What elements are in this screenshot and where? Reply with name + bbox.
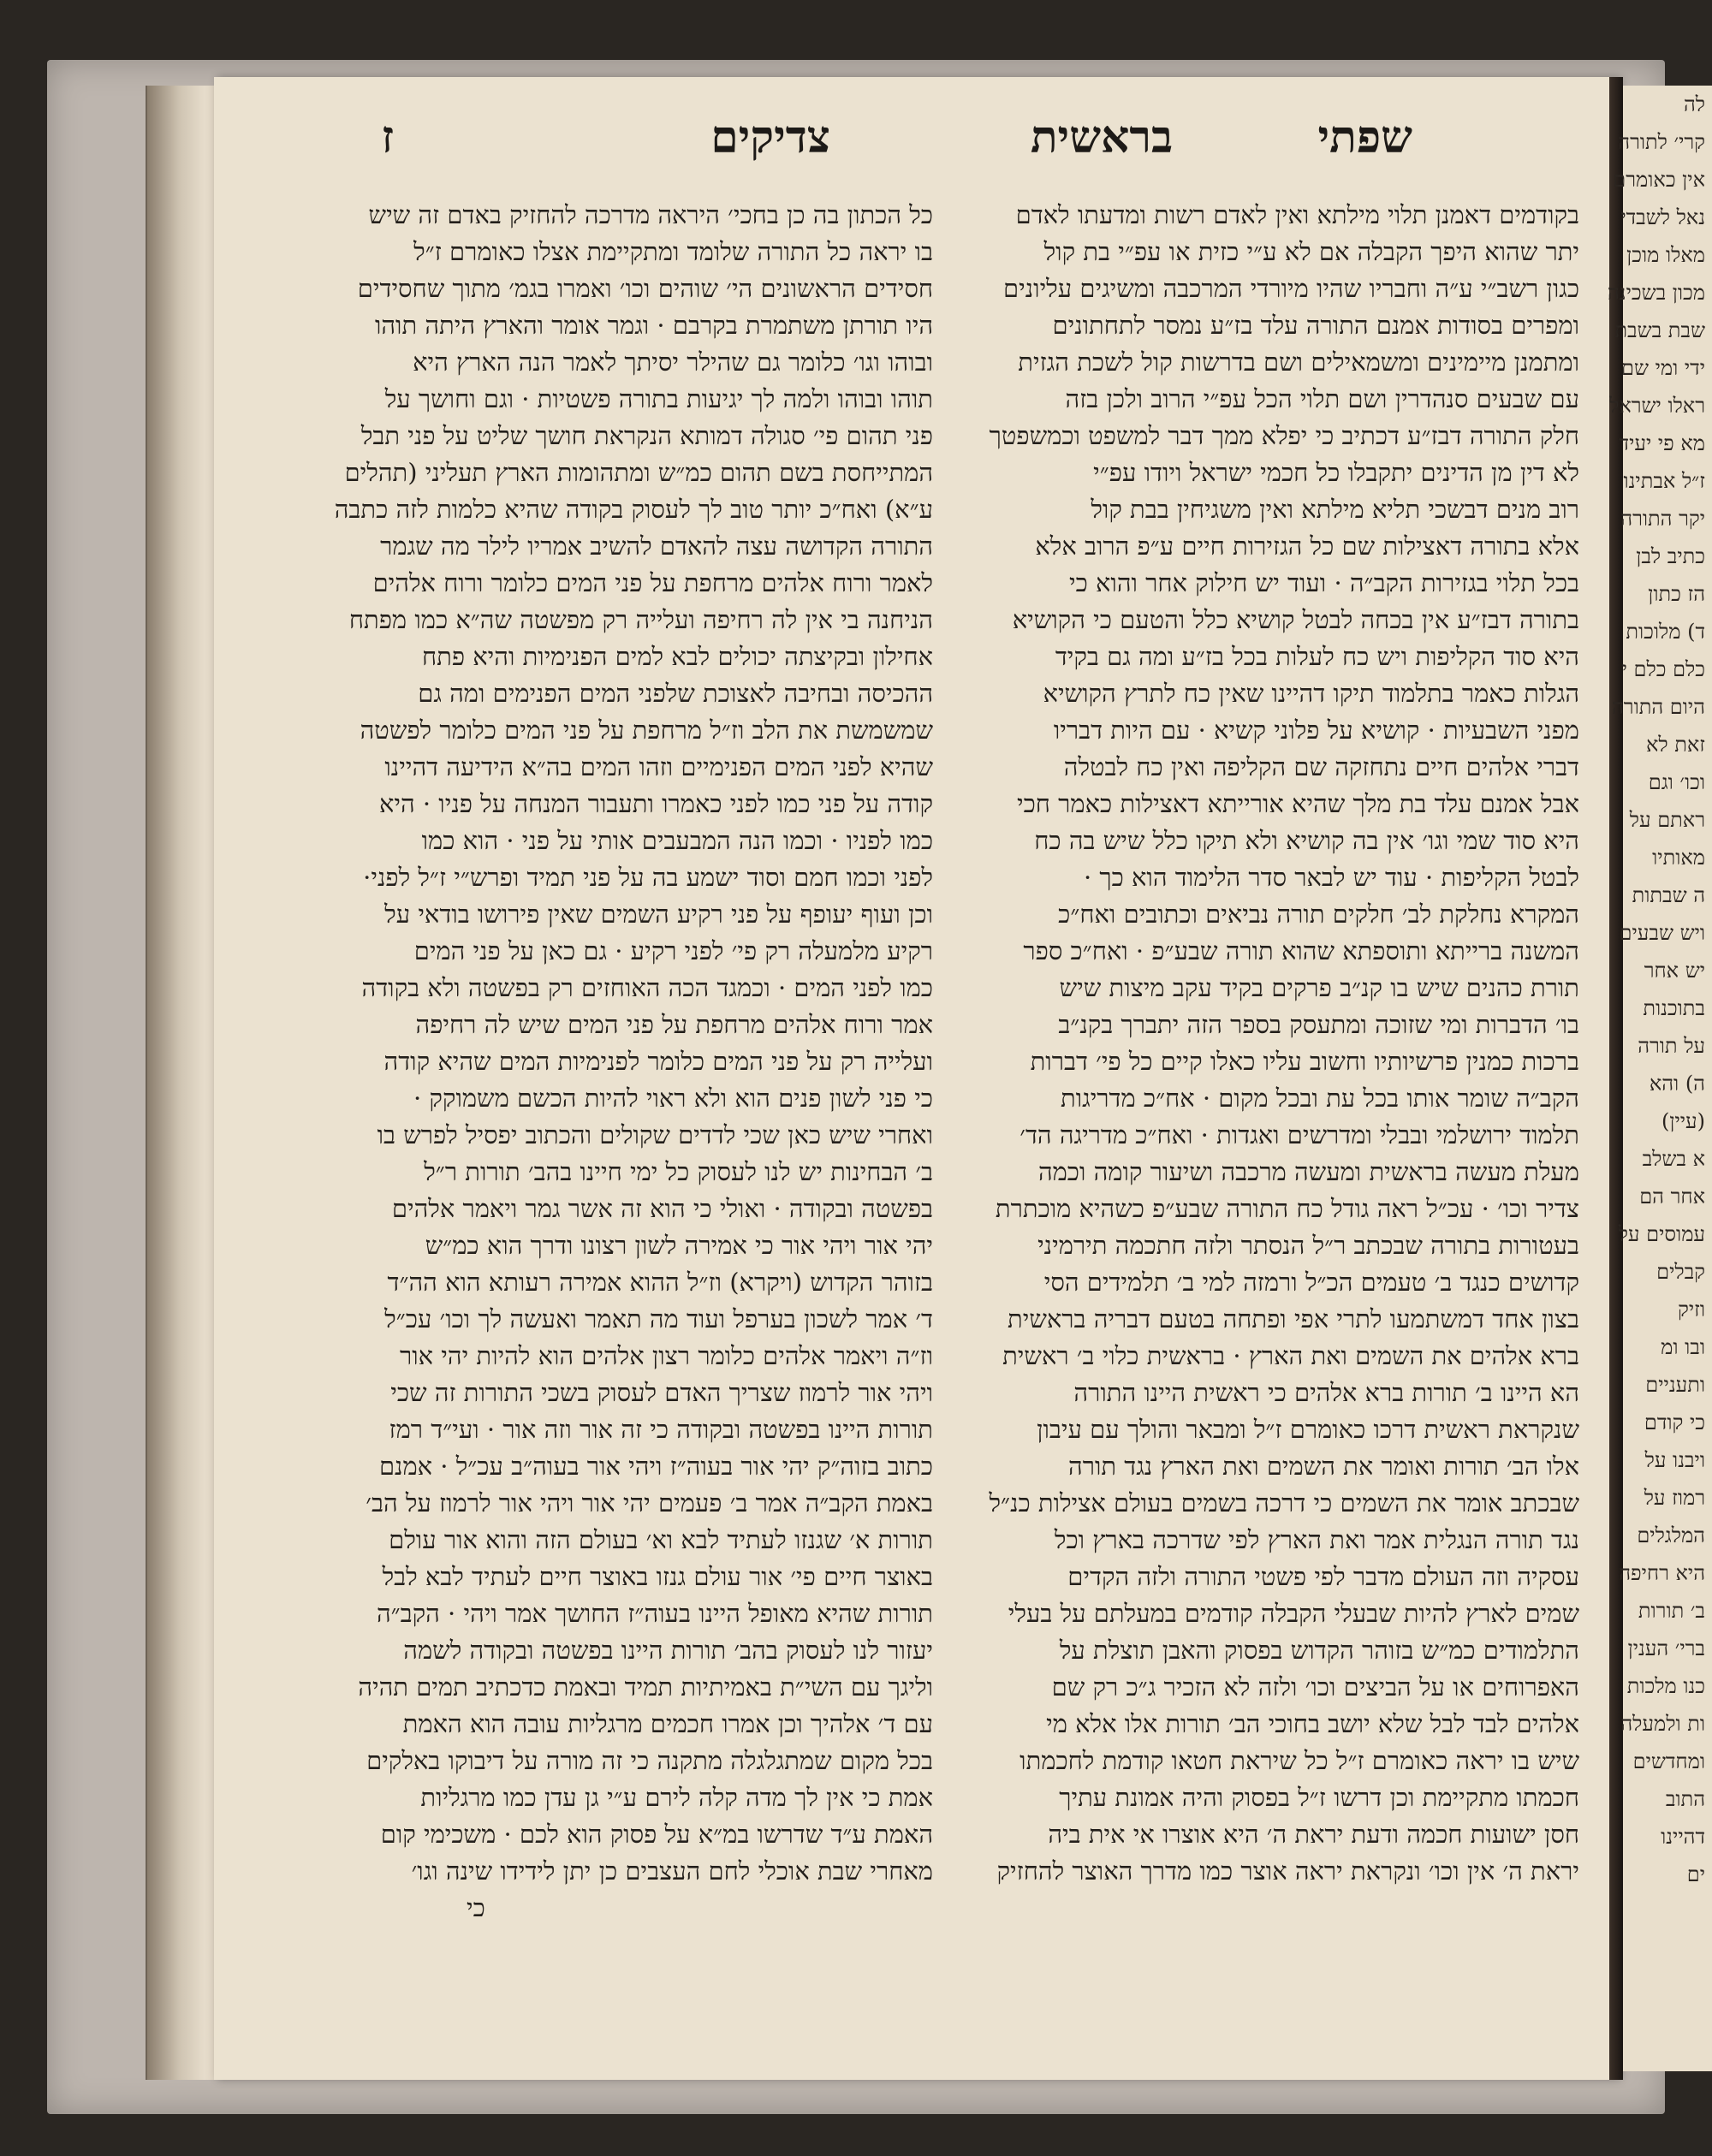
text-line: אלו הב׳ תורות ואומר את השמים ואת הארץ נגד תורה (1068, 1452, 1579, 1481)
text-line: עם שבעים סנהדרין ושם תלוי הכל עפ״י הרוב ולכן בזה (1065, 384, 1579, 413)
text-line: שמשמשת את הלב וז״ל מרחפת על פני המים כלומר לפשטה (360, 716, 933, 745)
text-line: תורות שהיא מאופל היינו בעוה״ז החושך אמר ויהי · הקב״ה (376, 1599, 933, 1628)
text-line: כתוב בזוה״ק יהי אור בעוה״ז ויהי אור בעוה״ב עכ״ל · אמנם (378, 1452, 933, 1481)
facing-page-line: ידי ומי שם (1620, 356, 1705, 380)
facing-page-line: ברי׳ הענין (1627, 1636, 1705, 1660)
text-line: נגד תורה הנגלית אמר ואת הארץ לפי שדרכה בארץ וכל (1054, 1525, 1579, 1554)
text-line: תלמוד ירושלמי ובבלי ומדרשים ואגדות · ואח״כ מדריגה הד׳ (1019, 1120, 1579, 1149)
text-line: ברא אלהים את השמים ואת הארץ · בראשית כלוי ב׳ ראשית (1002, 1341, 1579, 1370)
text-line: אחילון ובקיצתה יכולים לבא למים הפנימיות והיא פתח (422, 642, 933, 671)
text-line: לא דין מן הדינים יתקבלו כל חכמי ישראל ויודו עפ״י (1093, 458, 1579, 487)
text-line: כגון רשב״י ע״ה וחבריו שהיו מיורדי המרכבה ומשיגים עליונים (1003, 274, 1579, 303)
text-line: חלק התורה דבז״ע דכתיב כי יפלא ממך דבר למשפט וכמשפטך (989, 421, 1579, 450)
text-line: היא סוד שמי וגו׳ אין בה קושיא ולא תיקו כלל שיש בה כח (1034, 826, 1579, 855)
text-line: הקב״ה שומר אותו בכל עת ובכל מקום · אח״כ מדריגות (1061, 1084, 1579, 1113)
text-line: כמו לפני המים · וכמגד הכה האוחזים רק בפשטה ולא בקודה (361, 973, 933, 1002)
text-line: כל הכתון בה כן בחכי׳ היראה מדרכה להחזיק באדם זה שיש (368, 200, 933, 229)
facing-page-line: וזיק (1678, 1298, 1705, 1322)
text-line: האמת ע״ד שדרשו במ״א על פסוק הוא לכם · משכימי קום (380, 1820, 933, 1849)
text-line: באוצר חיים פי׳ אור עולם גנזו באוצר חיים לעתיד לבא לבל (382, 1562, 933, 1591)
text-line: שמים לארץ להיות שבעלי הקבלה קודמים במעלתם על בעלי (1008, 1599, 1579, 1628)
facing-page-line: ה שבתות (1632, 883, 1705, 907)
header-title-word: בראשית (1030, 111, 1173, 163)
text-line: בתורה דבז״ע אין בכחה לבטל קושיא כלל והטעם כי הקושיא (1012, 605, 1579, 634)
facing-page-line: קבלים (1656, 1260, 1705, 1284)
text-line: הניחנה בי אין לה רחיפה ועלייה רק מפשטה שה״א כמו מפתח (348, 605, 933, 634)
text-line: ההכיסה ובחיבה לאצוכת שלפני המים הפנימים ומה גם (418, 679, 933, 708)
facing-page-line: רמוז על (1644, 1486, 1705, 1510)
facing-page-line: ה) והא (1649, 1072, 1705, 1096)
text-line: עסקיה וזה העולם מדבר לפי פשטי התורה ולזה הקדים (1067, 1562, 1579, 1591)
text-line: חכמתו מתקיימת וכן דרשו ז״ל בפסוק והיה אמונת עתיך (1059, 1783, 1579, 1812)
facing-page-line: הז כתון (1648, 582, 1705, 606)
text-line: חסידים הראשונים הי׳ שוהים וכו׳ ואמרו בגמ׳ מתוך שחסידים (357, 274, 933, 303)
text-column-left (334, 197, 933, 1927)
text-line: חסן ישועות חכמה ודעת יראת ה׳ היא אוצרו אי אית ביה (1048, 1820, 1579, 1849)
facing-page-line: ז״ל אבתינו (1623, 469, 1705, 493)
facing-page-line: (עיין) (1661, 1109, 1705, 1133)
facing-page-line: ים (1686, 1862, 1705, 1886)
text-line: עם ד׳ אלהיך וכן אמרו חכמים מרגליות עובה הוא האמת (402, 1709, 933, 1738)
facing-page-line: נאל לשבדי (1620, 205, 1705, 229)
facing-page-line: דהיינו (1661, 1825, 1705, 1849)
facing-page-line: כתיב לבן (1636, 544, 1705, 568)
facing-page-line: בתוכנות (1643, 996, 1705, 1020)
text-line: יתר שהוא היפך הקבלה אם לא ע״י כזית או עפ״י בת קול (1043, 237, 1579, 266)
text-line: ועלייה רק על פני המים כלומר לפנימיות המים שהיא קודה (383, 1047, 933, 1076)
catchword: כי (467, 1893, 485, 1922)
text-line: תוהו ובוהו ולמה לך יגיעות בתורה פשטיות · וגם וחושך על (384, 384, 933, 413)
text-line: לאמר ורוח אלהים מרחפת על פני המים כלומר ורוח אלהים (372, 568, 933, 597)
text-line: קודה על פני כמו לפני כאמרו ותעבור המנחה על פניו · היא (378, 789, 933, 818)
facing-page-line: לה (1683, 92, 1705, 116)
text-line: באמת הקב״ה אמר ב׳ פעמים יהי אור ויהי אור לרמוז על הב׳ (366, 1488, 933, 1518)
text-line: ד׳ אמר לשכון בערפל ועוד מה תאמר ואעשה לך וכו׳ עכ״ל (384, 1304, 933, 1333)
facing-page-line: מכון בשכינה (1607, 281, 1705, 305)
text-line: כי פני לשון פנים הוא ולא ראוי להיות הכשם משמוקק · (413, 1084, 933, 1113)
text-line: וז״ה ויאמר אלהים כלומר רצון אלהים הוא להיות יהי אור (400, 1341, 933, 1370)
text-line: ומתמנן מיימינים ומשמאילים ושם בדרשות קול לשכת הגזית (1018, 347, 1579, 377)
text-line: הגלות כאמר בתלמוד תיקו דהיינו שאין כח לתרץ הקושיא (1043, 679, 1579, 708)
text-line: ובוהו וגו׳ כלומר גם שהילר יסיתך לאמר הנה הארץ היא (413, 347, 933, 377)
text-line: יראת ה׳ אין וכו׳ ונקראת יראה אוצר כמו מדרך האוצר להחזיק (996, 1856, 1579, 1886)
facing-page-line: מאלו מוכן (1626, 243, 1705, 267)
text-line: קדושים כנגד ב׳ טעמים הכ״ל ורמזה למי ב׳ תלמידים הסי (1043, 1268, 1579, 1297)
text-line: אמת כי אין לך מדה קלה לירם ע״י גן עדן כמו מרגליות (420, 1783, 933, 1812)
text-line: שהיא לפני המים הפנימיים וזהו המים בה״א הידיעה דהיינו (384, 752, 933, 781)
text-line: היא סוד הקליפות ויש כח לעלות בכל בז״ע ומה גם בקיד (1055, 642, 1579, 671)
text-column-right (989, 197, 1579, 1890)
text-line: לבטל הקליפות · עוד יש לבאר סדר הלימוד הוא כך · (1083, 863, 1579, 892)
text-line: בפשטה ובקודה · ואולי כי הוא זה אשר גמר ויאמר אלהים (391, 1194, 933, 1223)
text-line: ואחרי שיש כאן שכי לדדים שקולים והכתוב יפסיל לפרש בו (377, 1120, 933, 1149)
text-line: וליגך עם השי״ת באמיתיות תמיד ובאמת כדכתיב תמים תהיה (358, 1672, 933, 1702)
facing-page-line: כנו מלכות (1626, 1674, 1705, 1698)
facing-page-line: ובו ומ (1661, 1335, 1705, 1359)
text-line: התורה הקדושה עצה להאדם להשיב אמריו לילר מה שגמר (380, 532, 933, 561)
page-number: ז (381, 111, 394, 163)
facing-page-line: כלם כלם י (1621, 657, 1705, 681)
text-line: מעלת מעשה בראשית ומעשה מרכבה ושיעור קומה וכמה (1037, 1157, 1579, 1186)
text-line: אמר ורוח אלהים מרחפת על פני המים שיש לה רחיפה (415, 1010, 933, 1039)
text-line: התלמודים כמ״ש בזוהר הקדוש בפסוק והאבן תוצלת על (1059, 1636, 1579, 1665)
facing-page-line: כי קודם (1644, 1411, 1705, 1434)
text-line: צדיר וכו׳ · עכ״ל ראה גודל כח התורה שבע״פ כשהיא מוכתרת (995, 1194, 1579, 1223)
facing-page-line: ומחדשים (1632, 1749, 1705, 1773)
text-line: אלא בתורה דאצילות שם כל הגזירות חיים ע״פ הרוב אלא (1035, 532, 1579, 561)
facing-page-line: מא פי יעיד (1619, 431, 1705, 455)
facing-page-line: עמוסים על (1618, 1222, 1705, 1246)
text-line: יעזור לנו לעסוק בהב׳ תורות היינו בפשטה ובקודה לשמה (403, 1636, 933, 1665)
text-line: לפני וכמו חמם וסוד ישמע בה על פני תמיד ופרש״י ז״ל לפני· (363, 863, 933, 892)
text-line: בכל מקום שמתגלגלה מתקנה כי זה מורה על דיבוקו באלקים (366, 1746, 933, 1775)
text-line: מאחרי שבת אוכלי לחם העצבים כן יתן לידידו שינה וגו׳ (411, 1856, 933, 1886)
text-line: ויהי אור לרמוז שצריך האדם לעסוק בשכי התורות זה שכי (390, 1378, 933, 1407)
text-line: בעטורות בתורה שבכתב ר״ל הנסתר ולזה חתכמה תירמיני (1037, 1231, 1579, 1260)
text-line: ע״א) ואח״כ יותר טוב לך לעסוק בקודה שהיא כלמות לזה כתבה (334, 495, 933, 524)
text-line: הא היינו ב׳ תורות ברא אלהים כי ראשית היינו התורה (1073, 1378, 1579, 1407)
text-line: פני תהום פי׳ סגולה דמותא הנקראת חושך שליט על פני תבל (360, 421, 933, 450)
facing-page-line: ויבנו על (1644, 1448, 1705, 1472)
facing-page-line: וכו׳ וגם (1648, 770, 1705, 794)
text-line: בקודמים דאמנן תלוי מילתא ואין לאדם רשות ומדעתו לאדם (1015, 200, 1579, 229)
facing-page-line: יקר התורה (1620, 507, 1705, 531)
text-line: שיש בו יראה כאומרם ז״ל כל שיראת חטאו קודמת לחכמתו (1019, 1746, 1579, 1775)
facing-page-line: אין כאומרם (1613, 168, 1705, 192)
text-line: אבל אמנם עלד בת מלך שהיא אורייתא דאצילות כאמר חכי (1017, 789, 1579, 818)
text-line: רקיע מלמעלה רק פי׳ לפני רקיע · גם כאן על פני המים (413, 936, 933, 965)
facing-page-line: המלגלים (1637, 1523, 1705, 1547)
facing-page-line: אחר הם (1639, 1185, 1705, 1209)
facing-page-line: התוב (1665, 1787, 1705, 1811)
facing-page-line: ות ולמעלה (1620, 1712, 1705, 1736)
facing-page-line: שבת בשבת (1614, 318, 1705, 342)
facing-page-line: מאותיו (1652, 846, 1705, 870)
text-line: היו תורתן משתמרת בקרבם · וגמר אומר והארץ היתה תוהו (374, 311, 933, 340)
facing-page-line: ד) מלוכות (1626, 620, 1705, 644)
facing-page-line: היא רחיפה (1619, 1561, 1705, 1585)
header-title-word: שפתי (1317, 111, 1412, 163)
text-line: תורות היינו בפשטה ובקודה כי זה אור וזה אור · ועי״ד רמז (389, 1415, 933, 1444)
text-line: רוב מנים דבשכי תליא מילתא ואין משגיחין בבת קול (1091, 495, 1579, 524)
text-line: תורות א׳ שגנזו לעתיד לבא וא׳ בעולם הזה והוא אור עולם (389, 1525, 933, 1554)
text-line: שנקראת ראשית דרכו כאומרם ז״ל ומבאר והולך עם עיבון (1037, 1415, 1579, 1444)
text-line: ב׳ הבחינות יש לנו לעסוק כל ימי חיינו בהב׳ תורות ר״ל (424, 1157, 933, 1186)
facing-page-line: יש אחר (1644, 959, 1705, 983)
facing-page-line: זאת לא (1646, 733, 1705, 757)
text-line: בכל תלוי בגזירות הקב״ה · ועוד יש חילוק אחר והוא כי (1069, 568, 1579, 597)
facing-page-line: ראתם על (1629, 808, 1705, 832)
text-line: אלהים לבד לבל שלא יושב בחוכי הב׳ תורות אלו אלא מי (1046, 1709, 1579, 1738)
facing-page-line: על תורה (1638, 1034, 1705, 1058)
text-line: יהי אור ויהי אור כי אמירה לשון רצונו ודרך הוא כמ״ש (425, 1231, 933, 1260)
text-line: בו׳ הדברות ומי שזוכה ומתעסק בספר הזה יתברך בקנ״ב (1058, 1010, 1579, 1039)
text-line: וכן ועוף יעופף על פני רקיע השמים שאין פירושו בודאי על (384, 900, 933, 929)
facing-page-line: קרי׳ לתורה (1618, 130, 1705, 154)
facing-page-line: ותעניים (1645, 1373, 1705, 1397)
text-line: המשנה ברייתא ותוספתא שהוא תורה שבע״פ · ואח״כ ספר (1023, 936, 1579, 965)
text-line: ומפרים בסודות אמנם התורה עלד בז״ע נמסר לתחתונים (1052, 311, 1579, 340)
text-line: כמו לפניו · וכמו הנה המבעבים אותי על פני · הוא כמו (421, 826, 933, 855)
text-line: האפרוחים או על הביצים וכו׳ ולזה לא הזכיר ג״כ רק שם (1051, 1672, 1579, 1702)
text-line: בזוהר הקדוש (ויקרא) וז״ל ההוא אמירה רעותא הוא הה״ד (387, 1268, 933, 1297)
text-line: המתייחסת בשם תהום כמ״ש ומתהומות הארץ תעליני (תהלים (344, 458, 933, 487)
facing-page-line: ויש שבעים (1619, 921, 1705, 945)
text-line: בו יראה כל התורה שלומד ומתקיימת אצלו כאומרם ז״ל (413, 237, 933, 266)
text-line: ברכות כמנין פרשיותיו וחשוב עליו כאלו קיים כל פי׳ דברות (1030, 1047, 1579, 1076)
facing-page-line: היום התורה (1611, 695, 1705, 719)
text-line: תורת כהנים שיש בו קנ״ב פרקים בקיד עקב מיצות שיש (1059, 973, 1579, 1002)
text-line: מפני השבעיות · קושיא על פלוני קשיא · עם היות דבריו (1053, 716, 1579, 745)
running-header (214, 111, 1618, 188)
facing-page-fragment (1607, 86, 1712, 2071)
facing-page-line: א בשלב (1642, 1147, 1705, 1171)
text-line: המקרא נחלקת לב׳ חלקים תורה נביאים וכתובים ואח״כ (1058, 900, 1579, 929)
text-line: דברי אלהים חיים נתחזקה שם הקליפה ואין כח לבטלה (1063, 752, 1579, 781)
text-line: שבכתב אומר את השמים כי דרכה בשמים בעולם אצילות כנ״ל (989, 1488, 1579, 1518)
facing-page-line: ראלו ישראל (1609, 394, 1705, 418)
header-title-word: צדיקים (710, 111, 830, 163)
facing-page-line: ב׳ תורות (1638, 1599, 1705, 1623)
text-line: בצון אחד דמשתמעו לתרי אפי ופתחה בטעם דבריה בראשית (1008, 1304, 1579, 1333)
